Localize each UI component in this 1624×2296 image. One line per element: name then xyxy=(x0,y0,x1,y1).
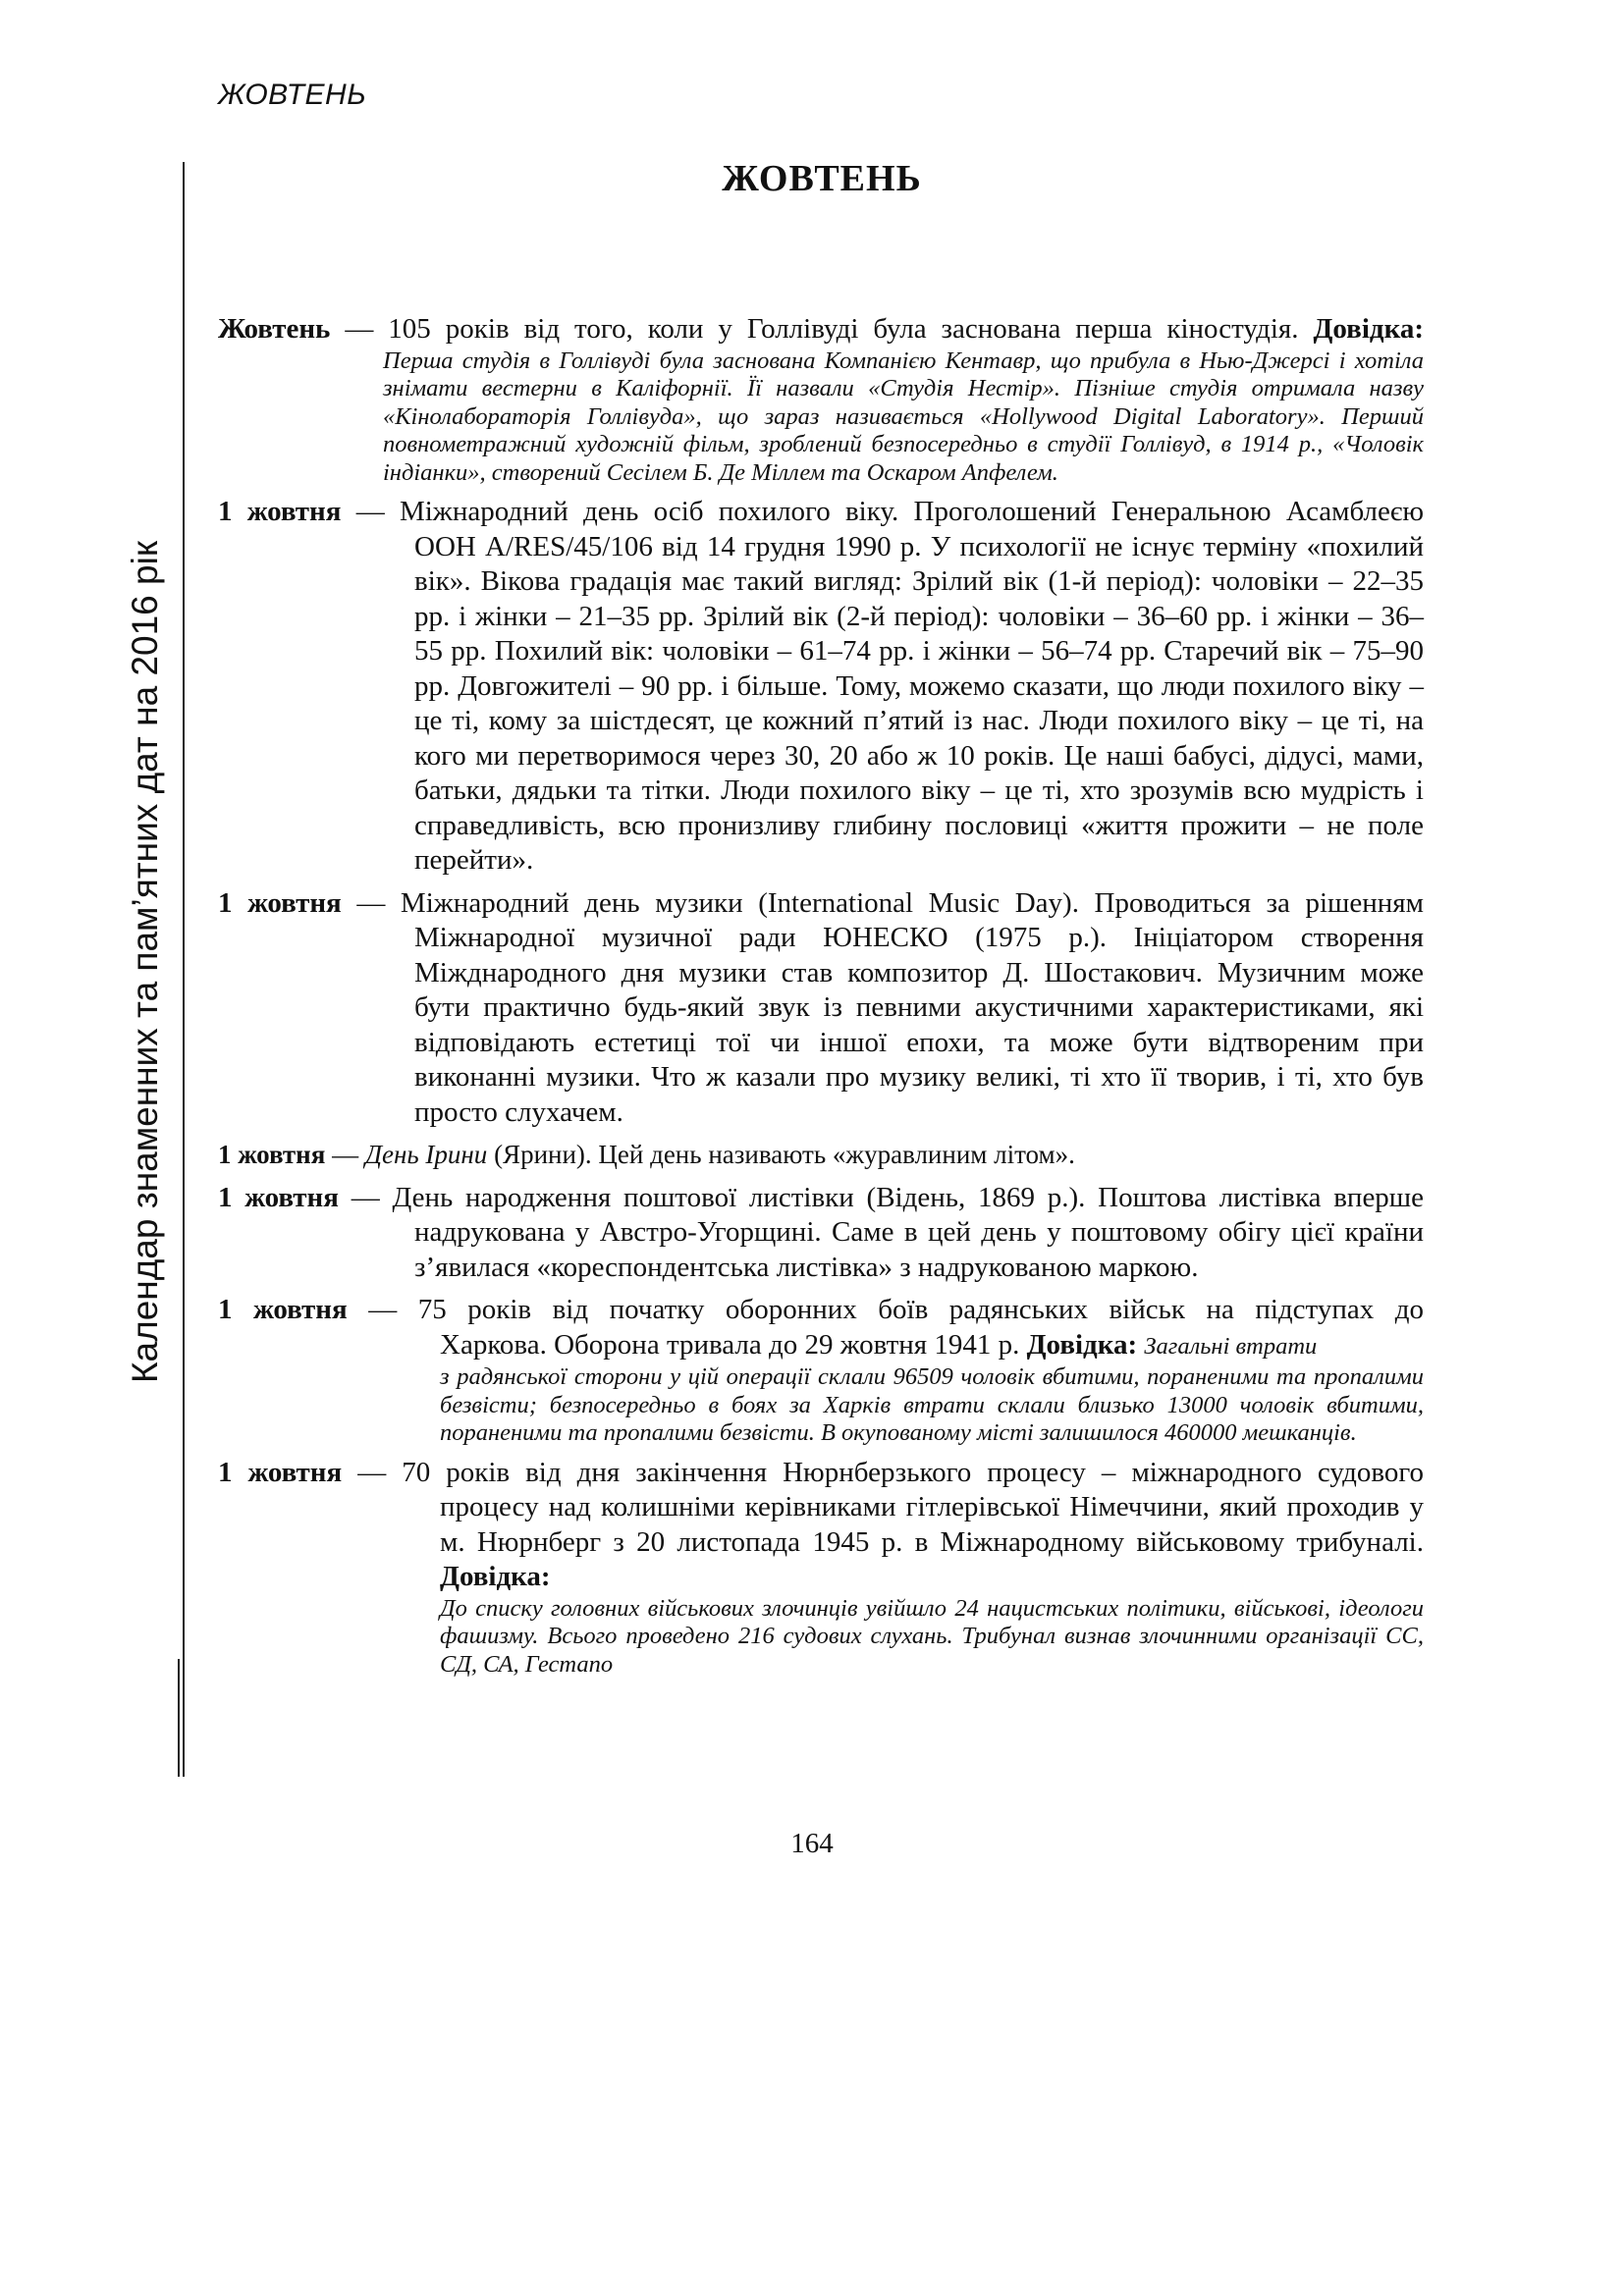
vertical-rule-lower xyxy=(178,1659,180,1777)
entry-head xyxy=(218,312,1424,347)
entry xyxy=(218,312,1424,487)
entry-body xyxy=(440,1328,1424,1364)
entry-date: 1 жовтня xyxy=(218,1456,343,1488)
entry-body xyxy=(440,1490,1424,1595)
entry-date: 1 жовтня xyxy=(218,1181,339,1213)
entry xyxy=(218,1456,1424,1680)
entry-body: ООН A/RES/45/106 від 14 грудня 1990 р. У психології не існує терміну «похилий вік». Вікова градація має такий вигляд: Зрілий вік (1-й період): чоловіки – 22–35 рр. і жінки – 21–35 рр. Зрілий вік (2-й період): чоловіки – 36–60 рр. і жінки – 36–55 рр. Похилий вік: чоловіки – 61–74 рр. і жінки – 56–74 рр. Старечий вік – 75–90 рр. Довгожителі – 90 рр. і більше. Тому, можемо сказати, що люди похилого віку – це ті, кому за шістдесят, це кожний п’ятий із нас. Люди похилого віку – це ті, на кого ми перетворимося через 30, 20 або ж 10 років. Це наші бабусі, дідусі, мами, батьки, дядьки та тітки. Люди похилого віку – це ті, хто зрозумів всю мудрість і справедливість, всю пронизливу глибину пословиці «життя прожити – не поле перейти». xyxy=(414,530,1424,876)
side-title-wrap xyxy=(98,147,192,1777)
entry-headline: — 70 років від дня закінчення Нюрнберзького процесу – міжнародного судового xyxy=(357,1456,1424,1488)
entry xyxy=(218,1138,1424,1173)
entry-headline: — День народження поштової листівки (Відень, 1869 р.). Поштова листівка вперше xyxy=(351,1181,1425,1213)
entry-head xyxy=(218,1181,1424,1216)
entry-dash: — xyxy=(332,1140,359,1169)
entry-headline: — Міжнародний день осіб похилого віку. Проголошений Генеральною Асамблеєю xyxy=(355,496,1425,527)
entry xyxy=(218,1293,1424,1448)
entries-list xyxy=(218,312,1424,1686)
side-title: Календар знаменних та пам’ятних дат на 2016 рік xyxy=(125,540,165,1384)
running-header: ЖОВТЕНЬ xyxy=(218,79,367,111)
reference-inline: Загальні втрати xyxy=(1144,1332,1318,1360)
entry-name-paren: (Ярини). xyxy=(494,1140,592,1169)
page-number: 164 xyxy=(790,1828,834,1859)
month-title: ЖОВТЕНЬ xyxy=(722,158,922,199)
reference-label: Довідка: xyxy=(1026,1328,1138,1361)
entry-date: 1 жовтня xyxy=(218,1294,348,1325)
reference-text: До списку головних військових злочинців увійшло 24 нацистських політики, військові, ідеологи фашизму. Всього проведено 216 судових слухань. Трибунал визнав злочинними організації СС, СД, СА, Гестапо xyxy=(440,1594,1424,1678)
entry xyxy=(218,495,1424,879)
entry-body: Міжнародної музичної ради ЮНЕСКО (1975 р.). Ініціатором створення Міжднародного дня музики став композитор Д. Шостакович. Музичним може бути практично будь-який звук із певними акустичними характеристиками, які відповідають естетиці тої чи іншої епохи, та може бути відтвореним при виконанні музики. Что ж казали про музику великі, ті хто її творив, і ті, хто був просто слухачем. xyxy=(414,922,1424,1128)
entry-date: 1 жовтня xyxy=(218,1140,326,1169)
reference-text: з радянської сторони у цій операції склали 96509 чоловік вбитими, пораненими та пропалими безвісти; безпосередньо в боях за Харків втрати склали близько 13000 чоловік вбитими, пораненими та пропалими безвісти. В окупованому місті залишилося 460000 мешканців. xyxy=(440,1363,1424,1446)
entry-body-text: Харкова. Оборона тривала до 29 жовтня 1941 р. xyxy=(440,1328,1020,1361)
entry-date: 1 жовтня xyxy=(218,496,342,527)
entry-name: День Ірини xyxy=(364,1140,488,1169)
entry-headline: — Міжнародний день музики (International Music Day). Проводиться за рішенням xyxy=(356,886,1424,919)
vertical-rule xyxy=(183,162,185,1777)
entry-date: 1 жовтня xyxy=(218,886,342,919)
entry-head xyxy=(218,495,1424,530)
reference-text: Перша студія в Голлівуді була заснована Компанією Кентавр, що прибула в Нью-Джерсі і хотіла знімати вестерни в Каліфорнії. Її назвали «Студія Нестір». Пізніше студія отримала назву «Кінолабораторія Голлівуда», що зараз називається «Hollywood Digital Laboratory». Перший повнометражний художній фільм, зроблений безпосередньо в студії Голлівуд, в 1914 р., «Чоловік індіанки», створений Сесілем Б. Де Міллем та Оскаром Апфелем. xyxy=(383,347,1424,486)
reference-label: Довідка: xyxy=(1313,313,1424,345)
entry-headline: — 105 років від того, коли у Голлівуді була заснована перша кіностудія. xyxy=(345,313,1299,345)
reference-label: Довідка: xyxy=(440,1561,551,1592)
entry-rest: Цей день називають «журавлиним літом». xyxy=(598,1140,1075,1169)
entry xyxy=(218,886,1424,1131)
entry-headline: — 75 років від початку оборонних боїв радянських військ на підступах до xyxy=(368,1294,1425,1325)
entry-date: Жовтень xyxy=(218,313,331,345)
entry-head xyxy=(218,886,1424,922)
entry-body-text: процесу над колишніми керівниками гітлерівської Німеччини, який проходив у м. Нюрнберг з 20 листопада 1945 р. в Міжнародному військовому трибуналі. xyxy=(440,1491,1424,1558)
entry-body: надрукована у Австро-Угорщині. Саме в цей день у поштовому обігу цієї країни з’явилася «кореспондентська листівка» з надрукованою маркою. xyxy=(414,1216,1424,1283)
entry xyxy=(218,1181,1424,1286)
entry-head xyxy=(218,1293,1424,1328)
entry-head xyxy=(218,1456,1424,1491)
